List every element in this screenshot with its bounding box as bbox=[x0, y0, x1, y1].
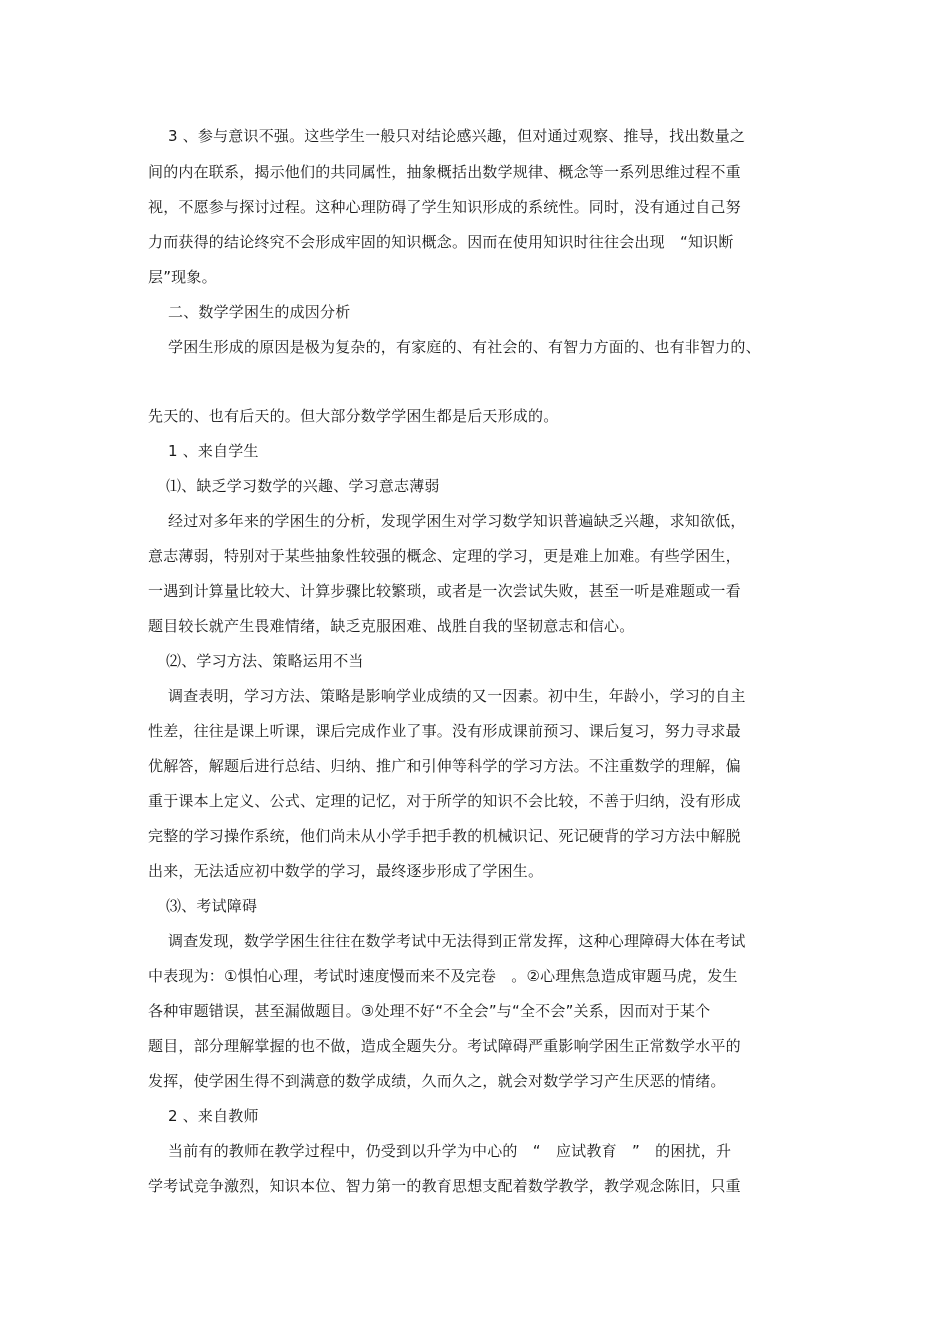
text-line: 重于课本上定义、公式、定理的记忆，对于所学的知识不会比较，不善于归纳，没有形成 bbox=[148, 792, 741, 810]
text-line: 出来，无法适应初中数学的学习，最终逐步形成了学困生。 bbox=[148, 862, 544, 880]
text-line: 调查发现，数学学困生往往在数学考试中无法得到正常发挥，这种心理障碍大体在考试 bbox=[168, 932, 746, 950]
text-line: 完整的学习操作系统，他们尚未从小学手把手教的机械识记、死记硬背的学习方法中解脱 bbox=[148, 827, 741, 845]
text-line: 意志薄弱，特别对于某些抽象性较强的概念、定理的学习，更是难上加难。有些学困生， bbox=[148, 547, 741, 565]
text-line: 发挥，使学困生得不到满意的数学成绩，久而久之，就会对数学学习产生厌恶的情绪。 bbox=[148, 1072, 726, 1090]
text-line: 3 、参与意识不强。这些学生一般只对结论感兴趣，但对通过观察、推导，找出数量之 bbox=[168, 127, 746, 145]
text-line: 各种审题错误，甚至漏做题目。③处理不好“不全会”与“全不会”关系，因而对于某个 bbox=[148, 1002, 711, 1020]
text-line: 视，不愿参与探讨过程。这种心理防碍了学生知识形成的系统性。同时，没有通过自己努 bbox=[148, 198, 741, 216]
text-line: 学困生形成的原因是极为复杂的，有家庭的、有社会的、有智力方面的、也有非智力的、 bbox=[168, 338, 761, 356]
text-line: 力而获得的结论终究不会形成牢固的知识概念。因而在使用知识时往往会出现 “知识断 bbox=[148, 233, 734, 251]
text-line: 当前有的教师在教学过程中，仍受到以升学为中心的 “ 应试教育 ” 的困扰，升 bbox=[168, 1142, 732, 1160]
text-line: 优解答，解题后进行总结、归纳、推广和引伸等科学的学习方法。不注重数学的理解，偏 bbox=[148, 757, 741, 775]
text-line: 先天的、也有后天的。但大部分数学学困生都是后天形成的。 bbox=[148, 407, 559, 425]
subsection-heading: ⑶、考试障碍 bbox=[166, 897, 258, 915]
subsection-heading: ⑵、学习方法、策略运用不当 bbox=[166, 652, 364, 670]
subsection-heading: ⑴、缺乏学习数学的兴趣、学习意志薄弱 bbox=[166, 477, 440, 495]
text-line: 性差，往往是课上听课，课后完成作业了事。没有形成课前预习、课后复习，努力寻求最 bbox=[148, 722, 741, 740]
text-line: 经过对多年来的学困生的分析，发现学困生对学习数学知识普遍缺乏兴趣，求知欲低， bbox=[168, 512, 746, 530]
text-line: 调查表明，学习方法、策略是影响学业成绩的又一因素。初中生，年龄小，学习的自主 bbox=[168, 687, 746, 705]
text-line: 层”现象。 bbox=[148, 268, 217, 286]
text-line: 学考试竞争激烈，知识本位、智力第一的教育思想支配着数学教学，教学观念陈旧，只重 bbox=[148, 1177, 741, 1195]
subsection-heading: 2 、来自教师 bbox=[168, 1107, 259, 1125]
text-line: 间的内在联系，揭示他们的共同属性，抽象概括出数学规律、概念等一系列思维过程不重 bbox=[148, 163, 741, 181]
section-heading: 二、数学学困生的成因分析 bbox=[168, 303, 351, 321]
text-line: 题目较长就产生畏难情绪，缺乏克服困难、战胜自我的坚韧意志和信心。 bbox=[148, 617, 635, 635]
subsection-heading: 1 、来自学生 bbox=[168, 442, 259, 460]
text-line: 题目，部分理解掌握的也不做，造成全题失分。考试障碍严重影响学困生正常数学水平的 bbox=[148, 1037, 741, 1055]
text-line: 一遇到计算量比较大、计算步骤比较繁琐，或者是一次尝试失败，甚至一听是难题或一看 bbox=[148, 582, 741, 600]
text-line: 中表现为：①惧怕心理，考试时速度慢而来不及完卷 。②心理焦急造成审题马虎，发生 bbox=[148, 967, 738, 985]
